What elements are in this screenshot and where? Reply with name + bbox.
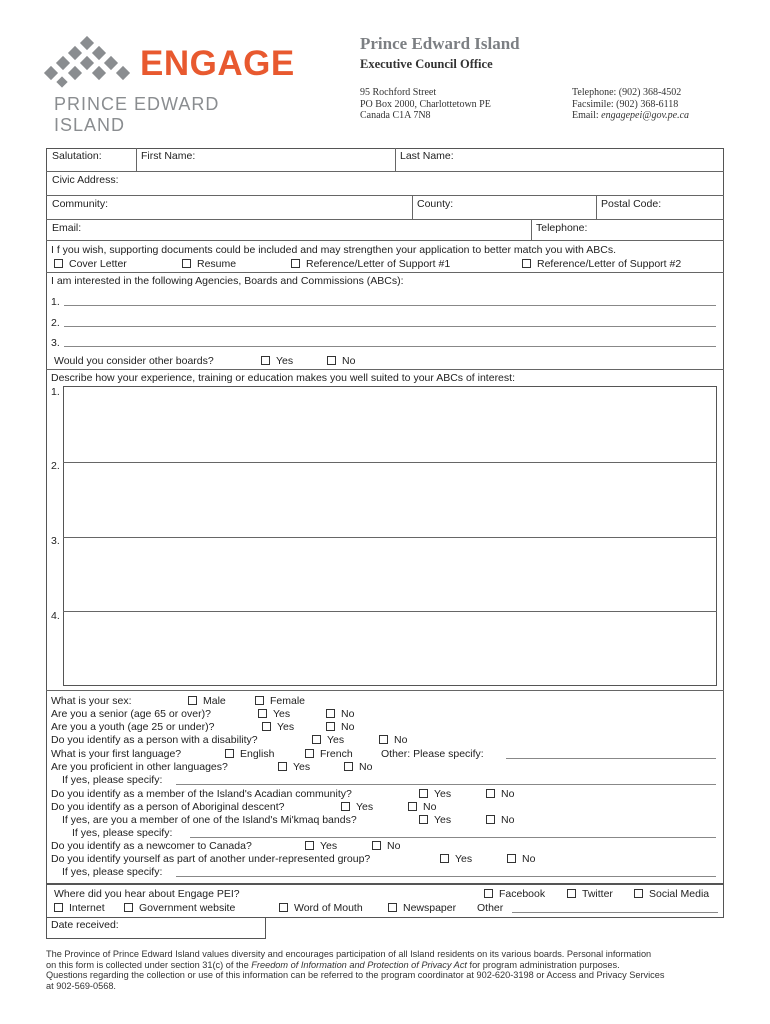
reference-2-checkbox[interactable]: Reference/Letter of Support #2 — [522, 258, 681, 270]
other-languages-yes[interactable]: Yes — [278, 761, 310, 773]
mailing-address — [360, 87, 491, 122]
checkbox-icon[interactable] — [484, 889, 493, 898]
underrep-specify-label: If yes, please specify: — [62, 866, 163, 878]
documents-prompt: I f you wish, supporting documents could be included and may strengthen your application to better match you with ABCs. — [51, 244, 616, 256]
checkbox-icon[interactable] — [255, 696, 264, 705]
abcs-prompt: I am interested in the following Agencies, Boards and Commissions (ABCs): — [51, 275, 404, 287]
newcomer-yes[interactable]: Yes — [305, 840, 337, 852]
postal-code-field[interactable]: Postal Code: — [601, 198, 662, 210]
abc-line-number: 2. — [51, 317, 60, 329]
mikmaq-yes[interactable]: Yes — [419, 814, 451, 826]
source-other-input[interactable] — [512, 912, 718, 913]
checkbox-icon[interactable] — [262, 722, 271, 731]
source-other-label: Other — [477, 902, 504, 914]
aboriginal-yes[interactable]: Yes — [341, 801, 373, 813]
source-newspaper[interactable]: Newspaper — [388, 902, 456, 914]
county-field[interactable]: County: — [417, 198, 454, 210]
languages-specify-label: If yes, please specify: — [62, 774, 163, 786]
experience-item-number: 4. — [51, 610, 60, 622]
checkbox-icon[interactable] — [486, 815, 495, 824]
last-name-field[interactable]: Last Name: — [400, 150, 454, 162]
acadian-yes[interactable]: Yes — [419, 788, 451, 800]
source-social-media[interactable]: Social Media — [634, 888, 709, 900]
checkbox-icon[interactable] — [188, 696, 197, 705]
diamond-logo-icon — [40, 36, 140, 96]
disability-no[interactable]: No — [379, 734, 407, 746]
checkbox-icon[interactable] — [278, 762, 287, 771]
address-line: Canada C1A 7N8 — [360, 110, 431, 121]
senior-yes[interactable]: Yes — [258, 708, 290, 720]
other-boards-no[interactable]: No — [327, 355, 355, 367]
checkbox-icon[interactable] — [258, 709, 267, 718]
notice-line: at 902-569-0568. — [46, 980, 116, 991]
checkbox-icon[interactable] — [312, 735, 321, 744]
experience-item-number: 3. — [51, 535, 60, 547]
email-link[interactable]: engagepei@gov.pe.ca — [601, 110, 690, 121]
source-twitter[interactable]: Twitter — [567, 888, 613, 900]
abc-line-number: 1. — [51, 296, 60, 308]
reference-1-checkbox[interactable]: Reference/Letter of Support #1 — [291, 258, 450, 270]
senior-no[interactable]: No — [326, 708, 354, 720]
other-boards-yes[interactable]: Yes — [261, 355, 293, 367]
checkbox-icon[interactable] — [419, 789, 428, 798]
checkbox-icon[interactable] — [419, 815, 428, 824]
source-facebook[interactable]: Facebook — [484, 888, 545, 900]
experience-textbox[interactable] — [63, 386, 717, 686]
language-other-label: Other: Please specify: — [381, 748, 484, 760]
other-languages-question: Are you proficient in other languages? — [51, 761, 228, 773]
source-government-website[interactable]: Government website — [124, 902, 235, 914]
acadian-question: Do you identify as a member of the Island's Acadian community? — [51, 788, 352, 800]
disability-yes[interactable]: Yes — [312, 734, 344, 746]
youth-question: Are you a youth (age 25 or under)? — [51, 721, 215, 733]
telephone-text: Telephone: (902) 368-4502 — [572, 87, 682, 98]
sex-male[interactable]: Male — [188, 695, 226, 707]
youth-no[interactable]: No — [326, 721, 354, 733]
other-languages-no[interactable]: No — [344, 761, 372, 773]
checkbox-icon[interactable] — [327, 356, 336, 365]
notice-line: Questions regarding the collection or use of this information can be referred to the program coordinator at 902-620-3198 or Access and Privacy Services — [46, 970, 665, 981]
checkbox-icon[interactable] — [54, 903, 63, 912]
checkbox-icon[interactable] — [567, 889, 576, 898]
newcomer-no[interactable]: No — [372, 840, 400, 852]
notice-line: The Province of Prince Edward Island values diversity and encourages participation of all Island residents on its various boards. Personal information — [46, 949, 652, 959]
checkbox-icon[interactable] — [326, 722, 335, 731]
contact-info — [572, 87, 689, 122]
source-internet[interactable]: Internet — [54, 902, 105, 914]
engage-pei-logo — [40, 36, 295, 135]
newcomer-question: Do you identify as a newcomer to Canada? — [51, 840, 252, 852]
province-title: Prince Edward Island — [360, 34, 520, 53]
checkbox-icon[interactable] — [372, 841, 381, 850]
checkbox-icon[interactable] — [225, 749, 234, 758]
checkbox-icon[interactable] — [305, 749, 314, 758]
checkbox-icon[interactable] — [305, 841, 314, 850]
underrep-question: Do you identify yourself as part of another under-represented group? — [51, 853, 371, 865]
checkbox-icon[interactable] — [124, 903, 133, 912]
experience-prompt: Describe how your experience, training or education makes you well suited to your ABCs of interest: — [51, 372, 515, 384]
underrep-specify-input[interactable] — [176, 876, 716, 877]
sex-female[interactable]: Female — [255, 695, 305, 707]
checkbox-icon[interactable] — [522, 259, 531, 268]
source-prompt: Where did you hear about Engage PEI? — [54, 888, 240, 900]
experience-item-number: 2. — [51, 460, 60, 472]
checkbox-icon[interactable] — [388, 903, 397, 912]
checkbox-icon[interactable] — [344, 762, 353, 771]
checkbox-icon[interactable] — [507, 854, 516, 863]
abc-line-number: 3. — [51, 337, 60, 349]
civic-address-field[interactable]: Civic Address: — [52, 174, 119, 186]
senior-question: Are you a senior (age 65 or over)? — [51, 708, 211, 720]
language-other-input[interactable] — [506, 758, 716, 759]
checkbox-icon[interactable] — [261, 356, 270, 365]
checkbox-icon[interactable] — [634, 889, 643, 898]
checkbox-icon[interactable] — [279, 903, 288, 912]
logo-wordmark: ENGAGE — [140, 44, 295, 83]
notice-line: on this form is collected under section 31(c) of the Freedom of Information and Protection of Privacy Act for program administration purposes. — [46, 959, 620, 970]
email-field[interactable]: Email: — [52, 222, 82, 234]
mikmaq-question: If yes, are you a member of one of the Island's Mi'kmaq bands? — [62, 814, 357, 826]
experience-item-number: 1. — [51, 386, 60, 398]
mikmaq-specify-label: If yes, please specify: — [72, 827, 173, 839]
first-name-field[interactable]: First Name: — [141, 150, 196, 162]
logo-subtitle: PRINCE EDWARD ISLAND — [54, 94, 220, 135]
mikmaq-no[interactable]: No — [486, 814, 514, 826]
checkbox-icon[interactable] — [326, 709, 335, 718]
resume-checkbox[interactable]: Resume — [182, 258, 236, 270]
date-received-label: Date received: — [51, 919, 119, 931]
aboriginal-no[interactable]: No — [408, 801, 436, 813]
checkbox-icon[interactable] — [440, 854, 449, 863]
act-name: Freedom of Information and Protection of Privacy Act — [251, 959, 467, 970]
telephone-field[interactable]: Telephone: — [536, 222, 588, 234]
checkbox-icon[interactable] — [408, 802, 417, 811]
source-word-of-mouth[interactable]: Word of Mouth — [279, 902, 363, 914]
language-english[interactable]: English — [225, 748, 274, 760]
community-field[interactable]: Community: — [52, 198, 109, 210]
language-french[interactable]: French — [305, 748, 353, 760]
checkbox-icon[interactable] — [486, 789, 495, 798]
cover-letter-checkbox[interactable]: Cover Letter — [54, 258, 127, 270]
abc-input-1[interactable] — [64, 305, 716, 306]
checkbox-icon[interactable] — [379, 735, 388, 744]
facsimile-text: Facsimile: (902) 368-6118 — [572, 98, 679, 110]
youth-yes[interactable]: Yes — [262, 721, 294, 733]
abc-input-2[interactable] — [64, 326, 716, 327]
email-label: Email: — [572, 110, 602, 121]
abc-input-3[interactable] — [64, 346, 716, 347]
first-language-question: What is your first language? — [51, 748, 182, 760]
checkbox-icon[interactable] — [54, 259, 63, 268]
checkbox-icon[interactable] — [341, 802, 350, 811]
mikmaq-specify-input[interactable] — [190, 837, 716, 838]
privacy-notice — [46, 949, 726, 991]
other-boards-question: Would you consider other boards? — [54, 355, 214, 367]
checkbox-icon[interactable] — [291, 259, 300, 268]
address-line: 95 Rochford Street — [360, 87, 437, 98]
address-line: PO Box 2000, Charlottetown PE — [360, 98, 491, 110]
sex-question: What is your sex: — [51, 695, 132, 707]
disability-question: Do you identify as a person with a disability? — [51, 734, 258, 746]
aboriginal-question: Do you identify as a person of Aboriginal descent? — [51, 801, 285, 813]
acadian-no[interactable]: No — [486, 788, 514, 800]
underrep-yes[interactable]: Yes — [440, 853, 472, 865]
office-title: Executive Council Office — [360, 57, 493, 71]
languages-specify-input[interactable] — [176, 784, 716, 785]
checkbox-icon[interactable] — [182, 259, 191, 268]
underrep-no[interactable]: No — [507, 853, 535, 865]
salutation-field[interactable]: Salutation: — [52, 150, 102, 162]
